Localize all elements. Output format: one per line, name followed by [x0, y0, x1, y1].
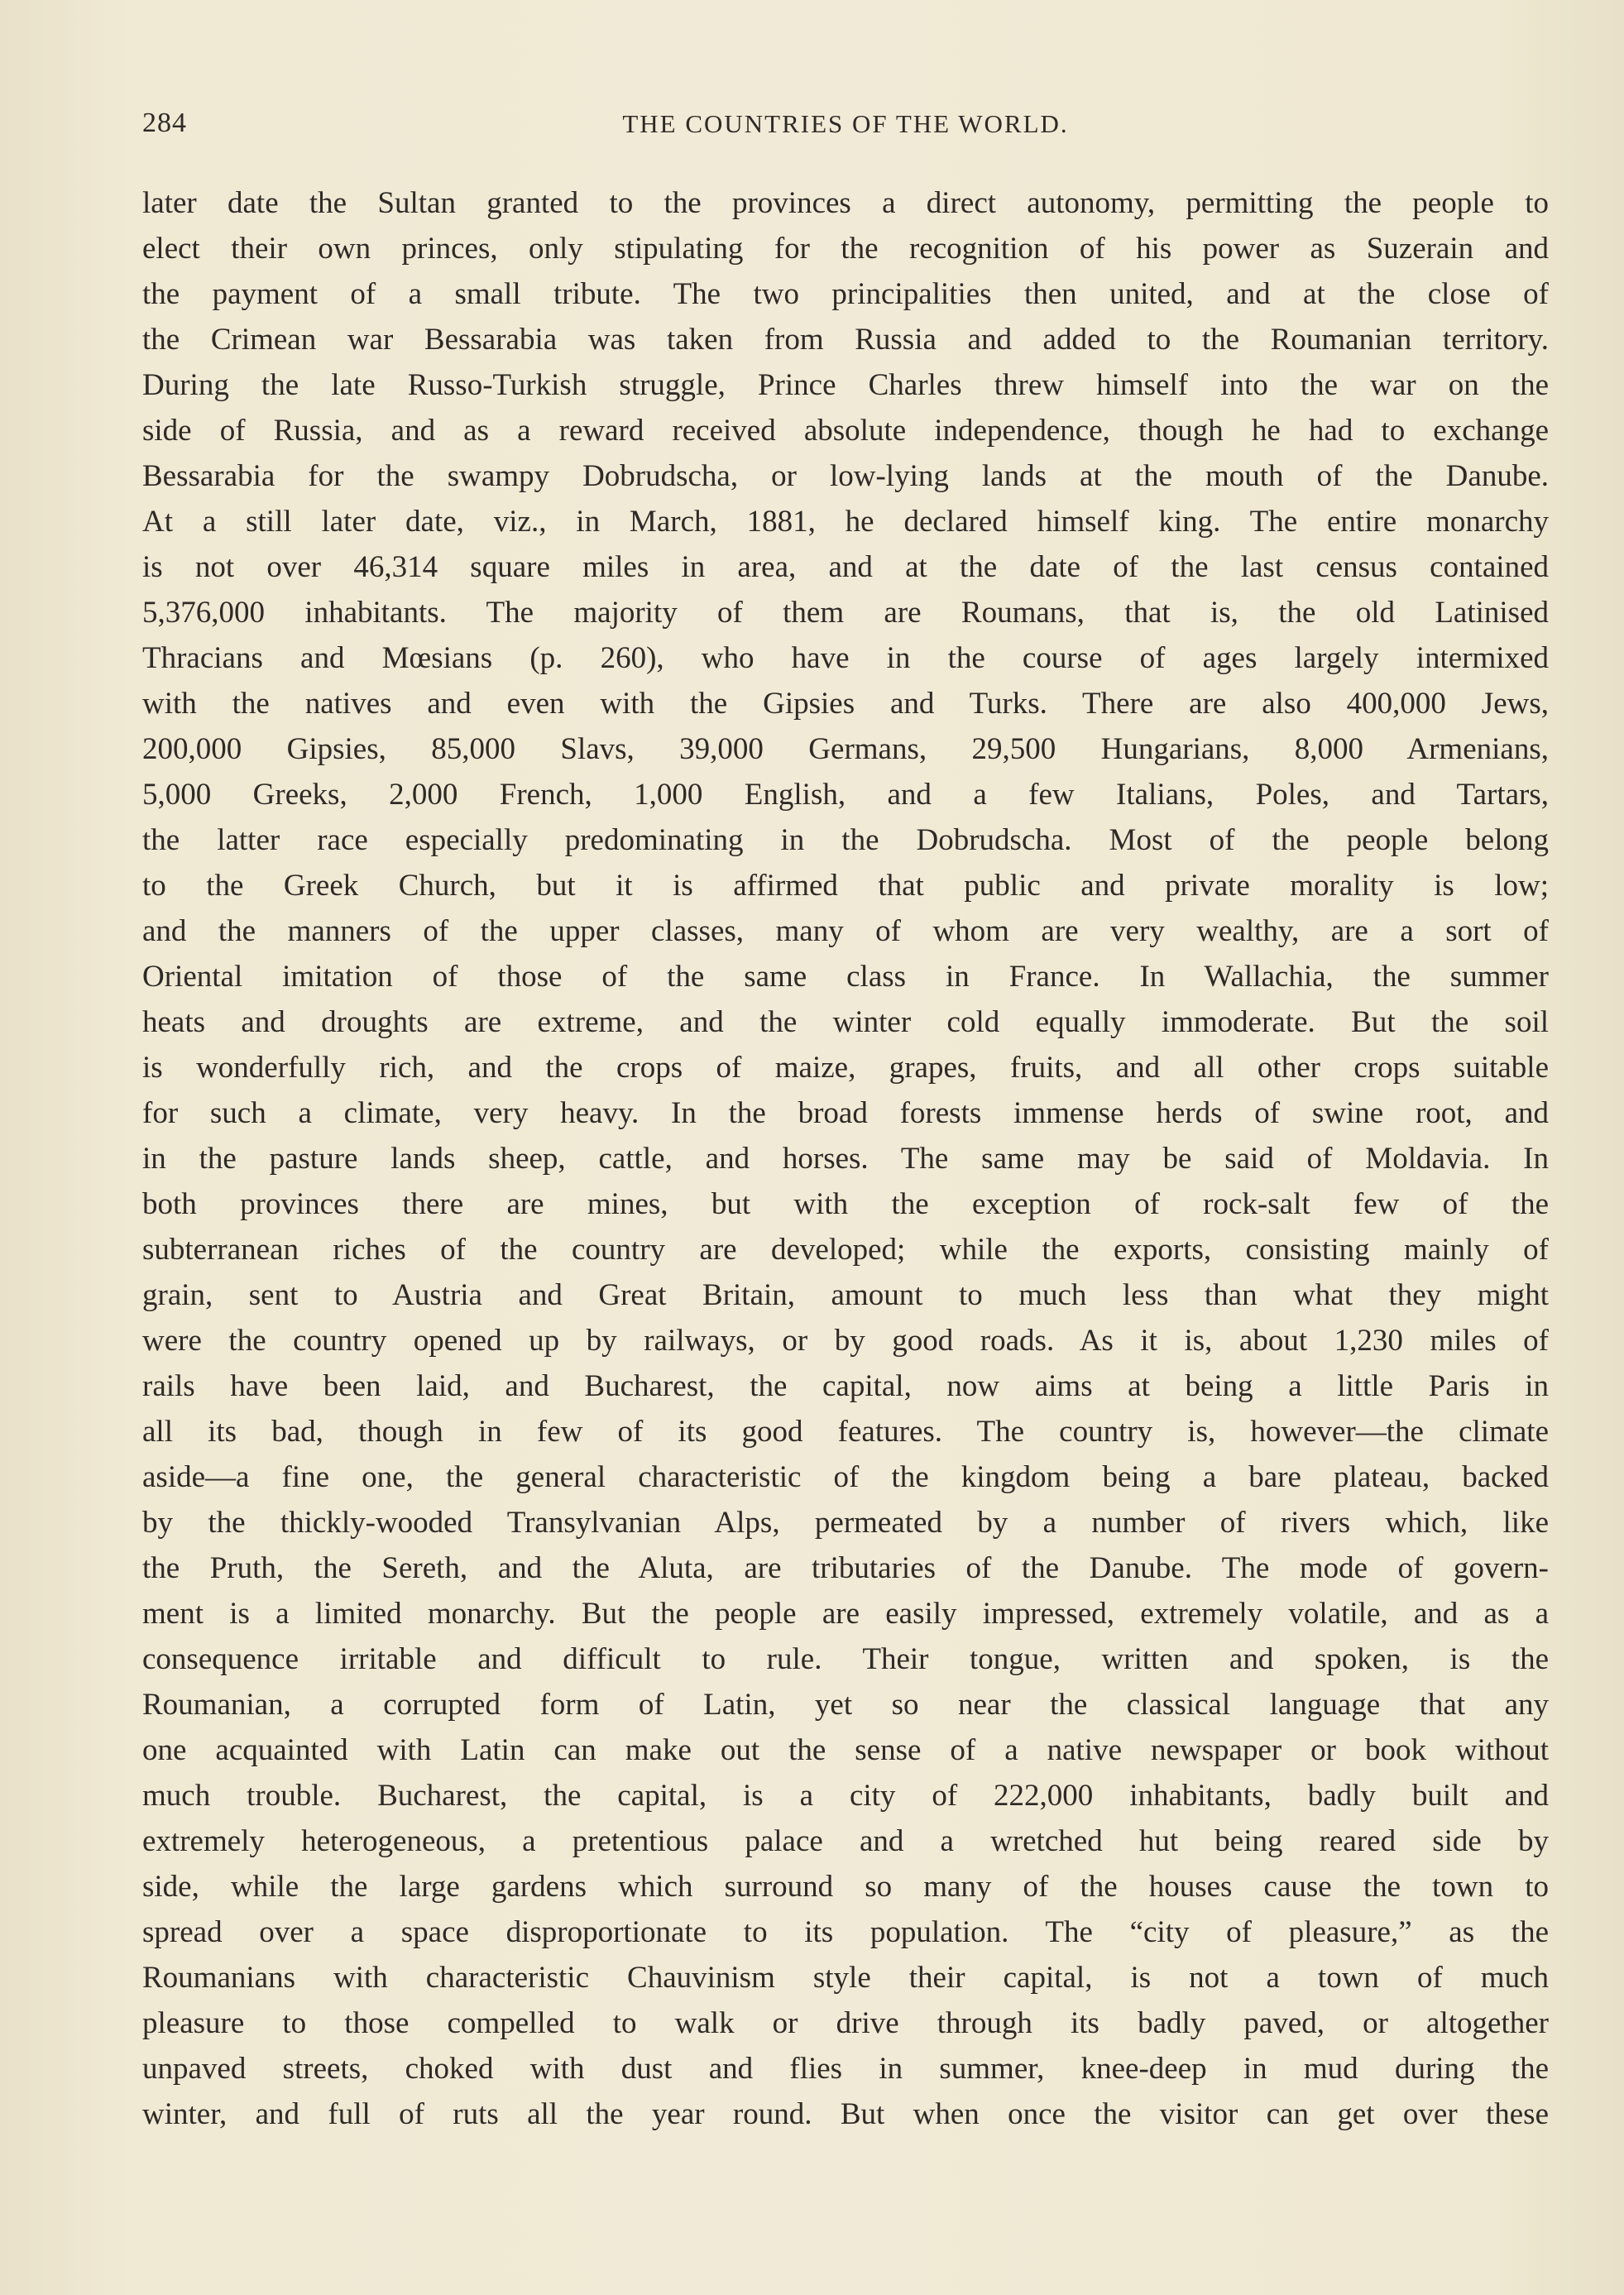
text-line: 200,000 Gipsies, 85,000 Slavs, 39,000 Germans, 29,500 Hungarians, 8,000 Armenians,: [142, 732, 1549, 766]
text-line: both provinces there are mines, but with the exception of rock-salt few of the: [142, 1187, 1549, 1221]
text-line: Bessarabia for the swampy Dobrudscha, or low-lying lands at the mouth of the Danube.: [142, 459, 1549, 493]
text-line: consequence irritable and difficult to rule. Their tongue, written and spoken, is the: [142, 1642, 1549, 1676]
text-line: the Crimean war Bessarabia was taken from Russia and added to the Roumanian territory.: [142, 323, 1549, 357]
page-header: [142, 108, 1549, 149]
text-line: Oriental imitation of those of the same class in France. In Wallachia, the summer: [142, 960, 1549, 994]
text-line: the latter race especially predominating in the Dobrudscha. Most of the people belong: [142, 823, 1549, 857]
text-line: 5,376,000 inhabitants. The majority of them are Roumans, that is, the old Latinised: [142, 596, 1549, 630]
text-line: grain, sent to Austria and Great Britain, amount to much less than what they might: [142, 1278, 1549, 1312]
text-line: with the natives and even with the Gipsies and Turks. There are also 400,000 Jews,: [142, 687, 1549, 721]
text-line: Roumanian, a corrupted form of Latin, yet so near the classical language that any: [142, 1688, 1549, 1722]
text-line: side of Russia, and as a reward received absolute independence, though he had to exchange: [142, 414, 1549, 448]
text-line: in the pasture lands sheep, cattle, and horses. The same may be said of Moldavia. In: [142, 1142, 1549, 1176]
text-line: elect their own princes, only stipulating for the recognition of his power as Suzerain and: [142, 232, 1549, 266]
text-line: all its bad, though in few of its good features. The country is, however—the climate: [142, 1415, 1549, 1449]
text-line: the Pruth, the Sereth, and the Aluta, are tributaries of the Danube. The mode of govern-: [142, 1551, 1549, 1585]
text-line: spread over a space disproportionate to its population. The “city of pleasure,” as the: [142, 1915, 1549, 1949]
text-line: subterranean riches of the country are developed; while the exports, consisting mainly of: [142, 1233, 1549, 1267]
text-line: much trouble. Bucharest, the capital, is a city of 222,000 inhabitants, badly built and: [142, 1779, 1549, 1813]
text-line: is not over 46,314 square miles in area, and at the date of the last census contained: [142, 550, 1549, 584]
text-line: one acquainted with Latin can make out the sense of a native newspaper or book without: [142, 1733, 1549, 1767]
text-line: later date the Sultan granted to the provinces a direct autonomy, permitting the people to: [142, 186, 1549, 220]
text-line: 5,000 Greeks, 2,000 French, 1,000 English, and a few Italians, Poles, and Tartars,: [142, 778, 1549, 812]
text-line: At a still later date, viz., in March, 1881, he declared himself king. The entire monarchy: [142, 505, 1549, 539]
body-text: [142, 180, 1549, 2137]
page-number: 284: [142, 108, 187, 138]
text-line: unpaved streets, choked with dust and flies in summer, knee-deep in mud during the: [142, 2052, 1549, 2086]
text-line: for such a climate, very heavy. In the broad forests immense herds of swine root, and: [142, 1096, 1549, 1130]
text-line: side, while the large gardens which surround so many of the houses cause the town to: [142, 1870, 1549, 1904]
text-line: heats and droughts are extreme, and the winter cold equally immoderate. But the soil: [142, 1005, 1549, 1039]
text-line: were the country opened up by railways, or by good roads. As it is, about 1,230 miles of: [142, 1324, 1549, 1358]
text-line: winter, and full of ruts all the year round. But when once the visitor can get over these: [142, 2097, 1549, 2131]
text-line: pleasure to those compelled to walk or drive through its badly paved, or altogether: [142, 2006, 1549, 2040]
text-line: extremely heterogeneous, a pretentious palace and a wretched hut being reared side by: [142, 1824, 1549, 1858]
text-line: ment is a limited monarchy. But the people are easily impressed, extremely volatile, and as a: [142, 1597, 1549, 1631]
text-line: aside—a fine one, the general characteristic of the kingdom being a bare plateau, backed: [142, 1460, 1549, 1494]
text-line: the payment of a small tribute. The two principalities then united, and at the close of: [142, 277, 1549, 311]
text-line: to the Greek Church, but it is affirmed that public and private morality is low;: [142, 869, 1549, 903]
text-line: and the manners of the upper classes, many of whom are very wealthy, are a sort of: [142, 914, 1549, 948]
text-line: Thracians and Mœsians (p. 260), who have in the course of ages largely intermixed: [142, 641, 1549, 675]
text-line: Roumanians with characteristic Chauvinism style their capital, is not a town of much: [142, 1961, 1549, 1995]
running-title: THE COUNTRIES OF THE WORLD.: [622, 109, 1069, 138]
text-line: rails have been laid, and Bucharest, the capital, now aims at being a little Paris in: [142, 1369, 1549, 1403]
text-line: by the thickly-wooded Transylvanian Alps, permeated by a number of rivers which, like: [142, 1506, 1549, 1540]
text-line: is wonderfully rich, and the crops of maize, grapes, fruits, and all other crops suitable: [142, 1051, 1549, 1085]
text-line: During the late Russo-Turkish struggle, Prince Charles threw himself into the war on the: [142, 368, 1549, 402]
